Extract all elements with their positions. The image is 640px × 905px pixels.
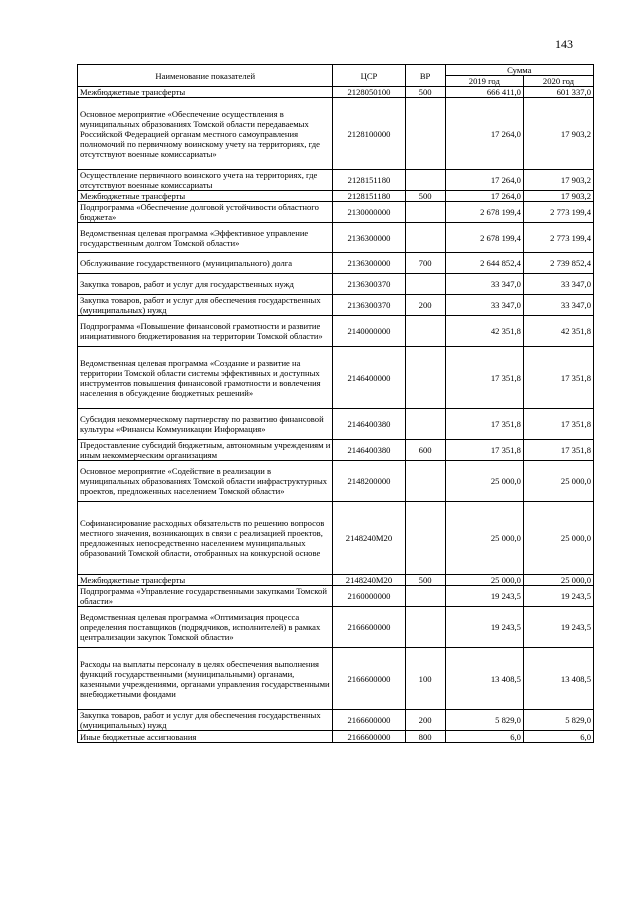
- budget-table: [77, 64, 594, 743]
- table-header: [78, 65, 594, 87]
- row-vr: 800: [405, 731, 445, 743]
- table-row: [78, 316, 594, 347]
- row-vr: 600: [405, 440, 445, 461]
- header-sum: Сумма: [445, 65, 593, 76]
- row-2020: 17 351,8: [523, 409, 593, 440]
- row-vr: [405, 461, 445, 502]
- row-vr: 200: [405, 710, 445, 731]
- row-name: Межбюджетные трансферты: [78, 575, 333, 586]
- row-name: Закупка товаров, работ и услуг для обеспечения государственных (муниципальных) нужд: [78, 710, 333, 731]
- row-2019: 13 408,5: [445, 648, 523, 710]
- row-name: Иные бюджетные ассигнования: [78, 731, 333, 743]
- page-number: 143: [555, 37, 573, 51]
- row-2019: 2 678 199,4: [445, 223, 523, 253]
- row-2020: 17 903,2: [523, 170, 593, 191]
- row-2019: 2 644 852,4: [445, 253, 523, 274]
- row-csr: 2160000000: [333, 586, 405, 607]
- table-row: [78, 87, 594, 98]
- row-csr: 2148240M20: [333, 502, 405, 575]
- table-row: [78, 461, 594, 502]
- row-2019: 17 264,0: [445, 191, 523, 202]
- row-vr: [405, 409, 445, 440]
- row-csr: 2166600000: [333, 731, 405, 743]
- row-csr: 2148200000: [333, 461, 405, 502]
- row-name: Межбюджетные трансферты: [78, 191, 333, 202]
- table-row: [78, 295, 594, 316]
- row-csr: 2140000000: [333, 316, 405, 347]
- header-2019: 2019 год: [445, 76, 523, 87]
- table-row: [78, 648, 594, 710]
- row-2019: 19 243,5: [445, 607, 523, 648]
- row-vr: 100: [405, 648, 445, 710]
- table-row: [78, 170, 594, 191]
- table-row: [78, 586, 594, 607]
- row-2019: 19 243,5: [445, 586, 523, 607]
- table-row: [78, 274, 594, 295]
- row-2019: 17 264,0: [445, 170, 523, 191]
- row-2020: 33 347,0: [523, 295, 593, 316]
- row-2020: 2 739 852,4: [523, 253, 593, 274]
- table-row: [78, 202, 594, 223]
- row-vr: [405, 98, 445, 170]
- header-csr: ЦСР: [333, 65, 405, 87]
- row-vr: 700: [405, 253, 445, 274]
- row-vr: 500: [405, 575, 445, 586]
- row-name: Софинансирование расходных обязательств по решению вопросов местного значения, возникающих в связи с реализацией проектов, предложенных непосредственно населением муниципальных образований Томской области, отобранных на конкурсной основе: [78, 502, 333, 575]
- row-2020: 17 903,2: [523, 191, 593, 202]
- header-vr: ВР: [405, 65, 445, 87]
- row-name: Основное мероприятие «Содействие в реализации в муниципальных образованиях Томской области инфраструктурных проектов, предложенных населением Томской области»: [78, 461, 333, 502]
- row-2019: 17 351,8: [445, 409, 523, 440]
- row-2019: 17 351,8: [445, 347, 523, 409]
- row-name: Ведомственная целевая программа «Эффективное управление государственным долгом Томской области»: [78, 223, 333, 253]
- row-2020: 17 351,8: [523, 347, 593, 409]
- row-2020: 19 243,5: [523, 607, 593, 648]
- header-name: Наименование показателей: [78, 65, 333, 87]
- row-2020: 17 903,2: [523, 98, 593, 170]
- row-2020: 2 773 199,4: [523, 202, 593, 223]
- row-2020: 42 351,8: [523, 316, 593, 347]
- row-csr: 2128151180: [333, 191, 405, 202]
- row-name: Межбюджетные трансферты: [78, 87, 333, 98]
- row-2019: 2 678 199,4: [445, 202, 523, 223]
- row-vr: [405, 170, 445, 191]
- row-2019: 666 411,0: [445, 87, 523, 98]
- table-row: [78, 98, 594, 170]
- row-csr: 2128100000: [333, 98, 405, 170]
- row-2020: 6,0: [523, 731, 593, 743]
- row-vr: [405, 202, 445, 223]
- table-row: [78, 409, 594, 440]
- row-vr: [405, 274, 445, 295]
- row-csr: 2146400000: [333, 347, 405, 409]
- row-csr: 2128050100: [333, 87, 405, 98]
- row-vr: [405, 223, 445, 253]
- row-2019: 25 000,0: [445, 575, 523, 586]
- row-csr: 2128151180: [333, 170, 405, 191]
- table-row: [78, 731, 594, 743]
- table-row: [78, 607, 594, 648]
- row-name: Ведомственная целевая программа «Оптимизация процесса определения поставщиков (подрядчиков, исполнителей) в рамках централизации закупок Томской области»: [78, 607, 333, 648]
- table-body: [78, 87, 594, 743]
- row-csr: 2146400380: [333, 440, 405, 461]
- row-vr: [405, 607, 445, 648]
- table-row: [78, 223, 594, 253]
- row-vr: 500: [405, 191, 445, 202]
- row-2020: 17 351,8: [523, 440, 593, 461]
- table-row: [78, 253, 594, 274]
- row-2019: 33 347,0: [445, 274, 523, 295]
- row-2019: 5 829,0: [445, 710, 523, 731]
- row-2020: 13 408,5: [523, 648, 593, 710]
- row-name: Расходы на выплаты персоналу в целях обеспечения выполнения функций государственными (муниципальными) органами, казенными учреждениями, органами управления государственными внебюджетными фондами: [78, 648, 333, 710]
- row-csr: 2166600000: [333, 710, 405, 731]
- row-csr: 2166600000: [333, 648, 405, 710]
- row-2020: 5 829,0: [523, 710, 593, 731]
- row-2019: 17 351,8: [445, 440, 523, 461]
- row-2020: 33 347,0: [523, 274, 593, 295]
- row-name: Осуществление первичного воинского учета на территориях, где отсутствуют военные комиссариаты: [78, 170, 333, 191]
- row-csr: 2136300000: [333, 223, 405, 253]
- row-2019: 33 347,0: [445, 295, 523, 316]
- row-csr: 2146400380: [333, 409, 405, 440]
- row-name: Подпрограмма «Управление государственными закупками Томской области»: [78, 586, 333, 607]
- row-2020: 601 337,0: [523, 87, 593, 98]
- row-csr: 2130000000: [333, 202, 405, 223]
- row-2020: 2 773 199,4: [523, 223, 593, 253]
- row-vr: [405, 316, 445, 347]
- row-name: Подпрограмма «Обеспечение долговой устойчивости областного бюджета»: [78, 202, 333, 223]
- row-csr: 2136300000: [333, 253, 405, 274]
- row-csr: 2136300370: [333, 295, 405, 316]
- row-name: Предоставление субсидий бюджетным, автономным учреждениям и иным некоммерческим организациям: [78, 440, 333, 461]
- row-2020: 25 000,0: [523, 502, 593, 575]
- row-2019: 6,0: [445, 731, 523, 743]
- row-name: Закупка товаров, работ и услуг для обеспечения государственных (муниципальных) нужд: [78, 295, 333, 316]
- table-row: [78, 575, 594, 586]
- table-row: [78, 191, 594, 202]
- row-2019: 17 264,0: [445, 98, 523, 170]
- row-2019: 42 351,8: [445, 316, 523, 347]
- row-name: Ведомственная целевая программа «Создание и развитие на территории Томской области системы эффективных и доступных инструментов повышения финансовой грамотности и вовлечения населения в обсуждение бюджетных решений»: [78, 347, 333, 409]
- table-row: [78, 347, 594, 409]
- row-vr: 500: [405, 87, 445, 98]
- row-name: Закупка товаров, работ и услуг для государственных нужд: [78, 274, 333, 295]
- row-csr: 2148240M20: [333, 575, 405, 586]
- table-row: [78, 710, 594, 731]
- row-csr: 2166600000: [333, 607, 405, 648]
- row-name: Подпрограмма «Повышение финансовой грамотности и развитие инициативного бюджетирования на территории Томской области»: [78, 316, 333, 347]
- header-2020: 2020 год: [523, 76, 593, 87]
- row-vr: [405, 347, 445, 409]
- row-name: Обслуживание государственного (муниципального) долга: [78, 253, 333, 274]
- row-2020: 19 243,5: [523, 586, 593, 607]
- row-csr: 2136300370: [333, 274, 405, 295]
- row-2019: 25 000,0: [445, 461, 523, 502]
- row-vr: [405, 586, 445, 607]
- table-row: [78, 440, 594, 461]
- row-2019: 25 000,0: [445, 502, 523, 575]
- row-vr: [405, 502, 445, 575]
- row-2020: 25 000,0: [523, 575, 593, 586]
- row-2020: 25 000,0: [523, 461, 593, 502]
- row-name: Основное мероприятие «Обеспечение осуществления в муниципальных образованиях Томской области передаваемых Российской Федерацией органам местного самоуправления полномочий по первичному воинскому учету на территориях, где отсутствуют военные комиссариаты»: [78, 98, 333, 170]
- row-vr: 200: [405, 295, 445, 316]
- row-name: Субсидия некоммерческому партнерству по развитию финансовой культуры «Финансы Коммуникации Информация»: [78, 409, 333, 440]
- table-row: [78, 502, 594, 575]
